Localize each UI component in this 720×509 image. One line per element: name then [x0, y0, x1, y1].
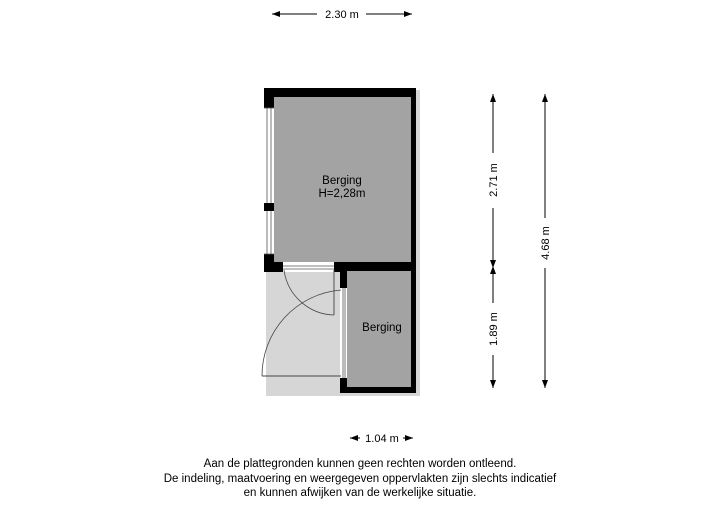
dim-label-bottom: 1.04 m [365, 433, 399, 445]
room-height-upper: H=2,28m [318, 188, 366, 200]
disclaimer [0, 457, 720, 501]
door-opening-lower [340, 288, 347, 378]
disclaimer-line-2: De indeling, maatvoering en weergegeven oppervlakten zijn slechts indicatief [163, 472, 557, 485]
dim-label-top: 2.30 m [325, 9, 359, 21]
room-label-lower: Berging [362, 322, 402, 334]
door-opening-upper [283, 262, 334, 272]
room-label-upper: Berging [322, 175, 362, 187]
disclaimer-line-3: en kunnen afwijken van de werkelijke situatie. [243, 487, 477, 499]
disclaimer-line-1: Aan de plattegronden kunnen geen rechten worden ontleend. [203, 458, 517, 470]
dim-label-right-total: 4.68 m [540, 226, 552, 260]
window-mullion [264, 203, 274, 211]
window-left [264, 108, 274, 254]
dim-label-right-lower: 1.89 m [488, 312, 500, 346]
dim-label-right-upper: 2.71 m [488, 163, 500, 197]
